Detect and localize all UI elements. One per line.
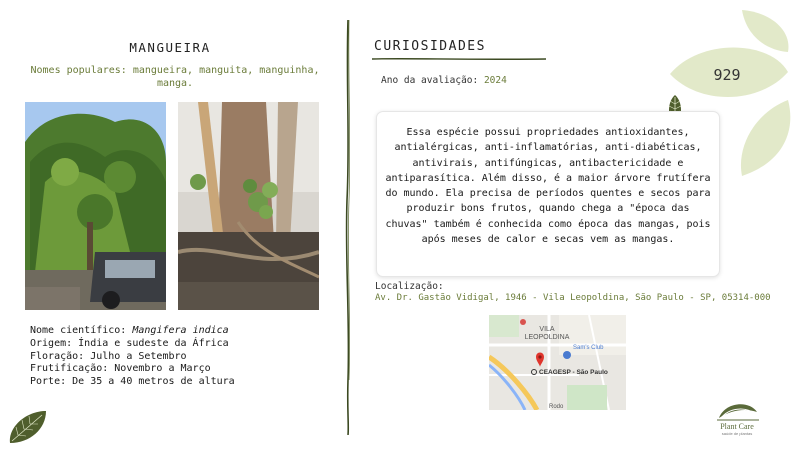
brand-name: Plant Care xyxy=(720,422,754,431)
popular-names: Nomes populares: mangueira, manguita, manguinha, manga. xyxy=(30,65,320,89)
map-district-label-2: LEOPOLDINA xyxy=(524,334,570,341)
brand-tagline: saúde de plantas xyxy=(721,431,753,436)
map-store-label: Sam's Club xyxy=(573,345,604,351)
map-road-label: Rodo xyxy=(549,404,564,410)
species-title: MANGUEIRA xyxy=(129,40,211,55)
section-title: CURIOSIDADES xyxy=(374,39,486,54)
map-district-label-1: VILA xyxy=(539,326,555,333)
location-map[interactable] xyxy=(489,315,626,410)
trunk-photo xyxy=(178,102,319,310)
fruiting-text: Frutificação: Novembro a Março xyxy=(30,363,211,375)
curiosity-text: Essa espécie possui propriedades antioxidantes, antialérgicas, anti-inflamatórias, anti-diabéticas, antivirais, antifúngicas, antibactericidade e antiparasítica. Além disso, é a maior árvore frutífera do mundo. Ela precisa de períodos quentes e secos para produzir bons frutos, quando chega a "época das chuvas" também é conhecida como época das mangas, pois após meses de calor e secas vem as mangas. xyxy=(385,127,711,246)
year-label: Ano da avaliação: xyxy=(381,75,484,86)
evaluation-year xyxy=(381,75,507,86)
corner-leaf-icon xyxy=(6,407,48,445)
column-divider xyxy=(340,20,356,435)
tree-photo xyxy=(25,102,166,310)
map-place-label: CEAGESP - São Paulo xyxy=(539,369,608,376)
year-value: 2024 xyxy=(483,75,507,86)
origin-text: Origem: Índia e sudeste da África xyxy=(30,337,229,349)
species-facts xyxy=(30,325,235,389)
scientific-name-label: Nome científico: xyxy=(30,325,133,336)
curiosity-card xyxy=(376,111,720,277)
location-label: Localização: xyxy=(375,281,444,292)
scientific-name: Mangifera indica xyxy=(132,325,229,336)
title-underline xyxy=(372,58,546,60)
flowering-text: Floração: Julho a Setembro xyxy=(30,350,187,362)
location-address: Av. Dr. Gastão Vidigal, 1946 - Vila Leopoldina, São Paulo - SP, 05314-000 xyxy=(375,293,771,303)
size-text: Porte: De 35 a 40 metros de altura xyxy=(30,376,235,388)
tree-number: 929 xyxy=(713,66,741,84)
